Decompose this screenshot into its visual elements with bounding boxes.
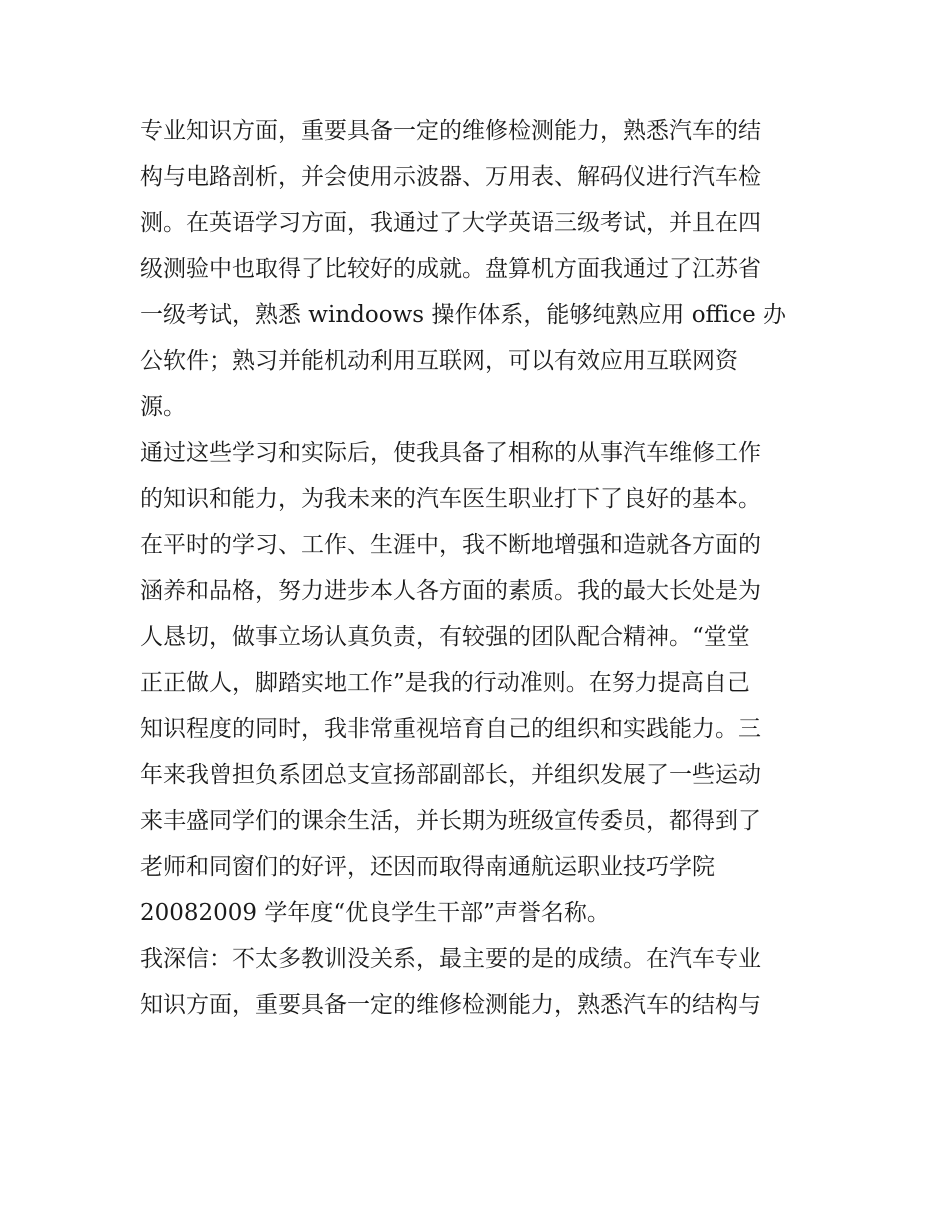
- text-line: 在平时的学习、工作、生涯中，我不断地增强和造就各方面的: [140, 532, 761, 558]
- body-text: [140, 108, 820, 1028]
- text-line: 老师和同窗们的好评，还因而取得南通航运职业技巧学院: [140, 854, 715, 880]
- text-line: 人恳切，做事立场认真负责，有较强的团队配合精神。“堂堂: [140, 624, 750, 650]
- text-line: 知识程度的同时，我非常重视培育自己的组织和实践能力。三: [140, 716, 761, 742]
- text-line: 我深信：不太多教训没关系，最主要的是的成绩。在汽车专业: [140, 946, 761, 972]
- text-line: 年来我曾担负系团总支宣扬部副部长，并组织发展了一些运动: [140, 762, 761, 788]
- text-line: 20082009 学年度“优良学生干部”声誉名称。: [140, 900, 610, 926]
- text-line: 源。: [140, 394, 186, 420]
- text-line: 来丰盛同学们的课余生活，并长期为班级宣传委员，都得到了: [140, 808, 761, 834]
- text-line: 测。在英语学习方面，我通过了大学英语三级考试，并且在四: [140, 210, 761, 236]
- text-line: 涵养和品格，努力进步本人各方面的素质。我的最大长处是为: [140, 578, 761, 604]
- text-line: 专业知识方面，重要具备一定的维修检测能力，熟悉汽车的结: [140, 118, 761, 144]
- text-line: 通过这些学习和实际后，使我具备了相称的从事汽车维修工作: [140, 440, 761, 466]
- text-line: 构与电路剖析，并会使用示波器、万用表、解码仪进行汽车检: [140, 164, 761, 190]
- text-line: 正正做人，脚踏实地工作”是我的行动准则。在努力提高自己: [140, 670, 750, 696]
- text-line: 级测验中也取得了比较好的成就。盘算机方面我通过了江苏省: [140, 256, 761, 282]
- text-line: 公软件；熟习并能机动利用互联网，可以有效应用互联网资: [140, 348, 738, 374]
- text-line: 知识方面，重要具备一定的维修检测能力，熟悉汽车的结构与: [140, 992, 761, 1018]
- text-line: 一级考试，熟悉 windoows 操作体系，能够纯熟应用 office 办: [140, 302, 787, 328]
- text-line: 的知识和能力，为我未来的汽车医生职业打下了良好的基本。: [140, 486, 761, 512]
